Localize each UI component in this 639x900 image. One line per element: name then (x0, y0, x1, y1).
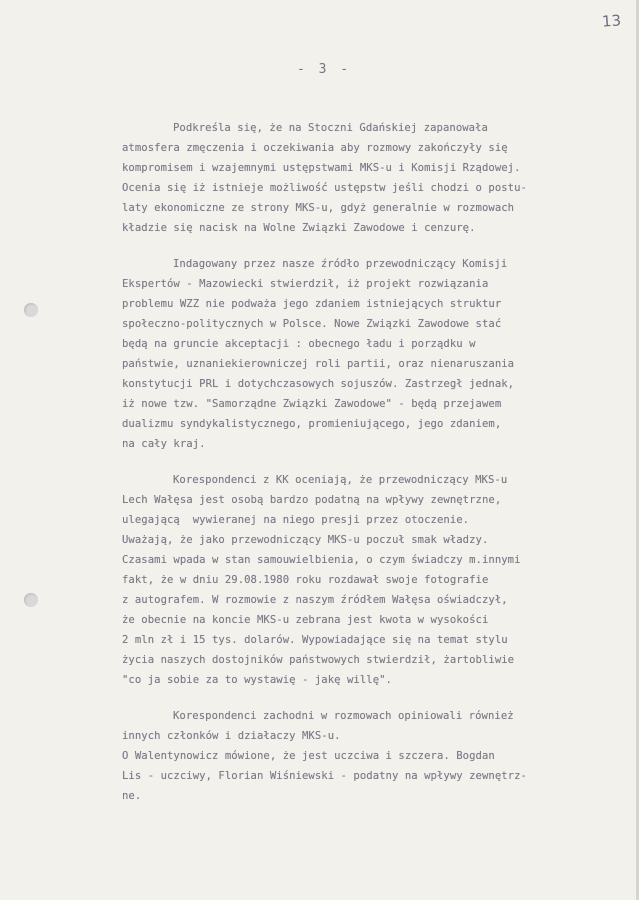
text-line: ulegającą wywieranej na niego presji przez otoczenie. (122, 514, 470, 526)
text-line: z autografem. W rozmowie z naszym źródłem Wałęsa oświadczył, (122, 594, 508, 606)
text-line: Podkreśla się, że na Stoczni Gdańskiej zapanowała (173, 122, 488, 134)
text-line: problemu WZZ nie podważa jego zdaniem istniejących struktur (122, 298, 502, 310)
folio-number: 13 (601, 11, 622, 31)
punch-hole (24, 303, 38, 317)
text-line: życia naszych dostojników państwowych stwierdził, żartobliwie (122, 654, 515, 666)
text-line: dualizmu syndykalistycznego, promieniującego, jego zdaniem, (122, 418, 502, 430)
text-line: społeczno-politycznych w Polsce. Nowe Związki Zawodowe stać (122, 318, 502, 330)
text-line: że obecnie na koncie MKS-u zebrana jest kwota w wysokości (122, 614, 489, 626)
text-line: iż nowe tzw. "Samorządne Związki Zawodowe" - będą przejawem (122, 398, 502, 410)
text-line: kładzie się nacisk na Wolne Związki Zawodowe i cenzurę. (122, 222, 476, 234)
text-line: Indagowany przez nasze źródło przewodniczący Komisji (173, 258, 508, 270)
text-line: Lech Wałęsa jest osobą bardzo podatną na wpływy zewnętrzne, (122, 494, 502, 506)
text-line: Korespondenci z KK oceniają, że przewodniczący MKS-u (173, 474, 508, 486)
text-line: Korespondenci zachodni w rozmowach opiniowali również (173, 710, 514, 722)
text-line: laty ekonomiczne ze strony MKS-u, gdyż generalnie w rozmowach (122, 202, 515, 214)
text-line: Uważają, że jako przewodniczący MKS-u poczuł smak władzy. (122, 534, 489, 546)
text-line: kompromisem i wzajemnymi ustępstwami MKS-u i Komisji Rządowej. (122, 162, 521, 174)
text-line: konstytucji PRL i dotychczasowych sojuszów. Zastrzegł jednak, (122, 378, 515, 390)
punch-hole (24, 593, 38, 607)
text-line: będą na gruncie akceptacji : obecnego ładu i porządku w (122, 338, 476, 350)
text-line: ne. (122, 790, 142, 802)
text-line: 2 mln zł i 15 tys. dolarów. Wypowiadające się na temat stylu (122, 634, 508, 646)
text-line: atmosfera zmęczenia i oczekiwania aby rozmowy zakończyły się (122, 142, 508, 154)
text-line: "co ja sobie za to wystawię - jakę willę". (122, 674, 392, 686)
text-line: Czasami wpada w stan samouwielbienia, o czym świadczy m.innymi (122, 554, 521, 566)
text-line: państwie, uznaniekierowniczej roli partii, oraz nienaruszania (122, 358, 515, 370)
text-line: Lis - uczciwy, Florian Wiśniewski - podatny na wpływy zewnętrz- (122, 770, 527, 782)
text-line: Ekspertów - Mazowiecki stwierdził, iż projekt rozwiązania (122, 278, 489, 290)
text-line: innych członków i działaczy MKS-u. (122, 730, 341, 742)
page-number: - 3 - (297, 62, 352, 77)
text-line: Ocenia się iż istnieje możliwość ustępstw jeśli chodzi o postu- (122, 182, 527, 194)
text-line: O Walentynowicz mówione, że jest uczciwa i szczera. Bogdan (122, 750, 495, 762)
text-line: na cały kraj. (122, 438, 206, 450)
text-line: fakt, że w dniu 29.08.1980 roku rozdawał swoje fotografie (122, 574, 489, 586)
